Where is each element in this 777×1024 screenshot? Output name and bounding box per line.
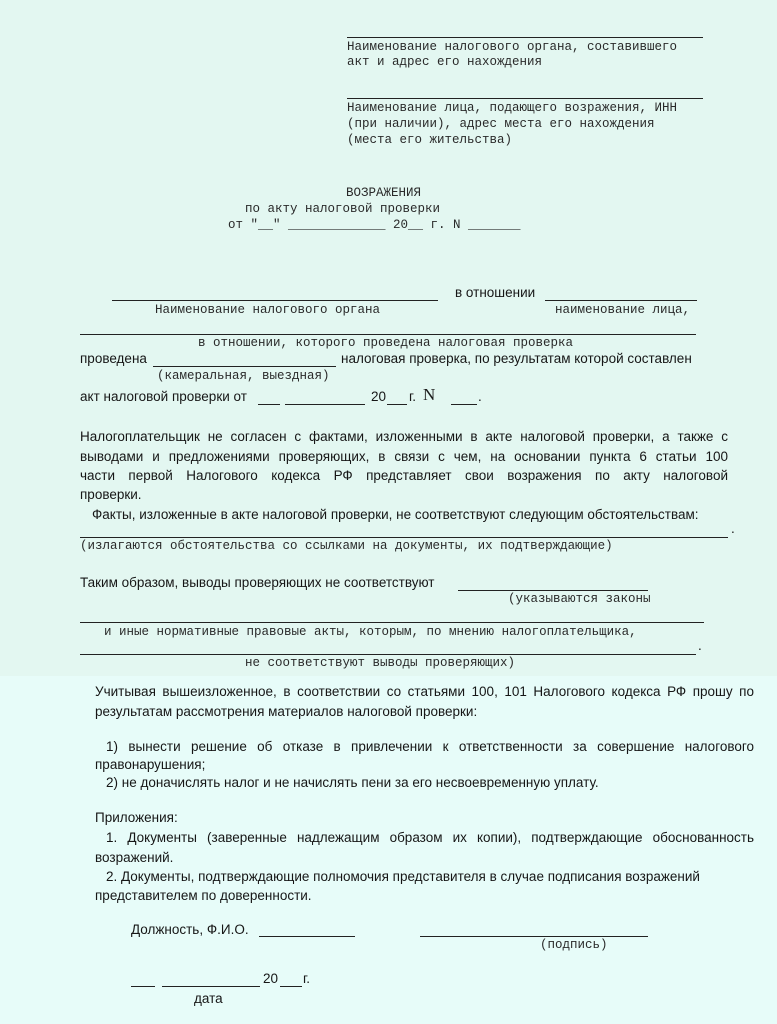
act-number-field[interactable]: [451, 404, 477, 405]
act-year-prefix: 20: [371, 389, 387, 404]
signature-caption: (подпись): [540, 938, 608, 952]
conducted-suffix: налоговая проверка, по результатам которой составлен: [341, 351, 692, 366]
date-caption: дата: [194, 991, 223, 1006]
disagree-line-1: Налогоплательщик не согласен с фактами, изложенными в акте налоговой проверки, а также с: [80, 429, 728, 444]
request-item-2: 2) не доначислять налог и не начислять пени за его несвоевременную уплату.: [106, 775, 599, 790]
applicant-caption-2: (при наличии), адрес места его нахождения: [347, 117, 655, 131]
tax-authority-caption-2: акт и адрес его нахождения: [347, 55, 543, 69]
laws-caption-1: (указываются законы: [508, 592, 651, 606]
document-title: ВОЗРАЖЕНИЯ: [346, 186, 422, 200]
applicant-field[interactable]: [347, 98, 703, 99]
facts-field[interactable]: [80, 537, 728, 538]
act-label: акт налоговой проверки от: [80, 389, 247, 404]
attachments-title: Приложения:: [95, 810, 178, 825]
facts-statement: Факты, изложенные в акте налоговой проверки, не соответствуют следующим обстоятельствам:: [92, 507, 699, 522]
act-date-line: от "__" _____________ 20__ г. N _______: [228, 218, 521, 232]
sign-year-prefix: 20: [263, 971, 279, 986]
person-name-field[interactable]: [545, 300, 697, 301]
applicant-caption-3: (места его жительства): [347, 133, 513, 147]
request-item-1: 1) вынести решение об отказе в привлечении к ответственности за совершение налогового: [106, 739, 754, 754]
act-number-label: N: [423, 385, 436, 404]
authority-caption: Наименование налогового органа: [155, 303, 381, 317]
sign-month-field[interactable]: [162, 986, 260, 987]
request-item-1-cont: правонарушения;: [95, 757, 206, 772]
inspection-type-field[interactable]: [153, 366, 336, 367]
act-year-field[interactable]: [387, 404, 407, 405]
attachment-2: 2. Документы, подтверждающие полномочия представителя в случае подписания возражений: [106, 869, 700, 884]
laws-field[interactable]: [458, 590, 648, 591]
applicant-caption: Наименование лица, подающего возражения, ИНН: [347, 101, 678, 115]
act-day-field[interactable]: [258, 404, 280, 405]
act-month-field[interactable]: [285, 404, 365, 405]
signature-field[interactable]: [420, 936, 648, 937]
attachment-2-cont: представителем по доверенности.: [95, 888, 312, 903]
disagree-line-4: проверки.: [80, 487, 142, 502]
request-line-1: Учитывая вышеизложенное, в соответствии со статьями 100, 101 Налогового кодекса РФ прошу по: [95, 684, 754, 699]
document-subtitle: по акту налоговой проверки: [245, 202, 441, 216]
sign-year-field[interactable]: [280, 986, 302, 987]
disagree-line-2: выводами и предложениями проверяющих, в связи с чем, на основании пункта 6 статьи 100: [80, 449, 728, 464]
act-g-label: г.: [409, 389, 417, 404]
conclusions-statement: Таким образом, выводы проверяющих не соответствуют: [80, 575, 435, 590]
laws-field-3[interactable]: [80, 654, 696, 655]
conducted-label: проведена: [80, 351, 147, 366]
tax-authority-field[interactable]: [347, 37, 703, 38]
sign-day-field[interactable]: [131, 986, 155, 987]
in-relation-label: в отношении: [455, 285, 536, 300]
attachment-1: 1. Документы (заверенные надлежащим образом их копии), подтверждающие обоснованность: [106, 830, 754, 845]
tax-authority-caption: Наименование налогового органа, составившего: [347, 40, 678, 54]
position-name-label: Должность, Ф.И.О.: [131, 922, 249, 937]
act-line-end: .: [478, 389, 482, 404]
authority-name-field[interactable]: [112, 300, 438, 301]
sign-year-suffix: г.: [303, 971, 311, 986]
laws-field-2[interactable]: [80, 622, 704, 623]
facts-caption: (излагаются обстоятельства со ссылками на документы, их подтверждающие): [80, 539, 613, 553]
laws-dot: .: [698, 638, 702, 653]
person-caption: наименование лица,: [555, 303, 691, 317]
laws-caption-3: не соответствуют выводы проверяющих): [245, 656, 516, 670]
laws-caption-2: и иные нормативные правовые акты, которым, по мнению налогоплательщика,: [104, 625, 637, 639]
attachment-1-cont: возражений.: [95, 850, 174, 865]
request-line-2: результатам рассмотрения материалов налоговой проверки:: [95, 704, 478, 719]
position-name-field[interactable]: [259, 936, 355, 937]
facts-dot: .: [731, 521, 735, 536]
inspected-person-field[interactable]: [80, 334, 696, 335]
disagree-line-3: части первой Налогового кодекса РФ представляет свои возражения по акту налоговой: [80, 468, 728, 483]
inspection-type-caption: (камеральная, выездная): [157, 369, 330, 383]
inspected-caption: в отношении, которого проведена налоговая проверка: [198, 336, 574, 350]
